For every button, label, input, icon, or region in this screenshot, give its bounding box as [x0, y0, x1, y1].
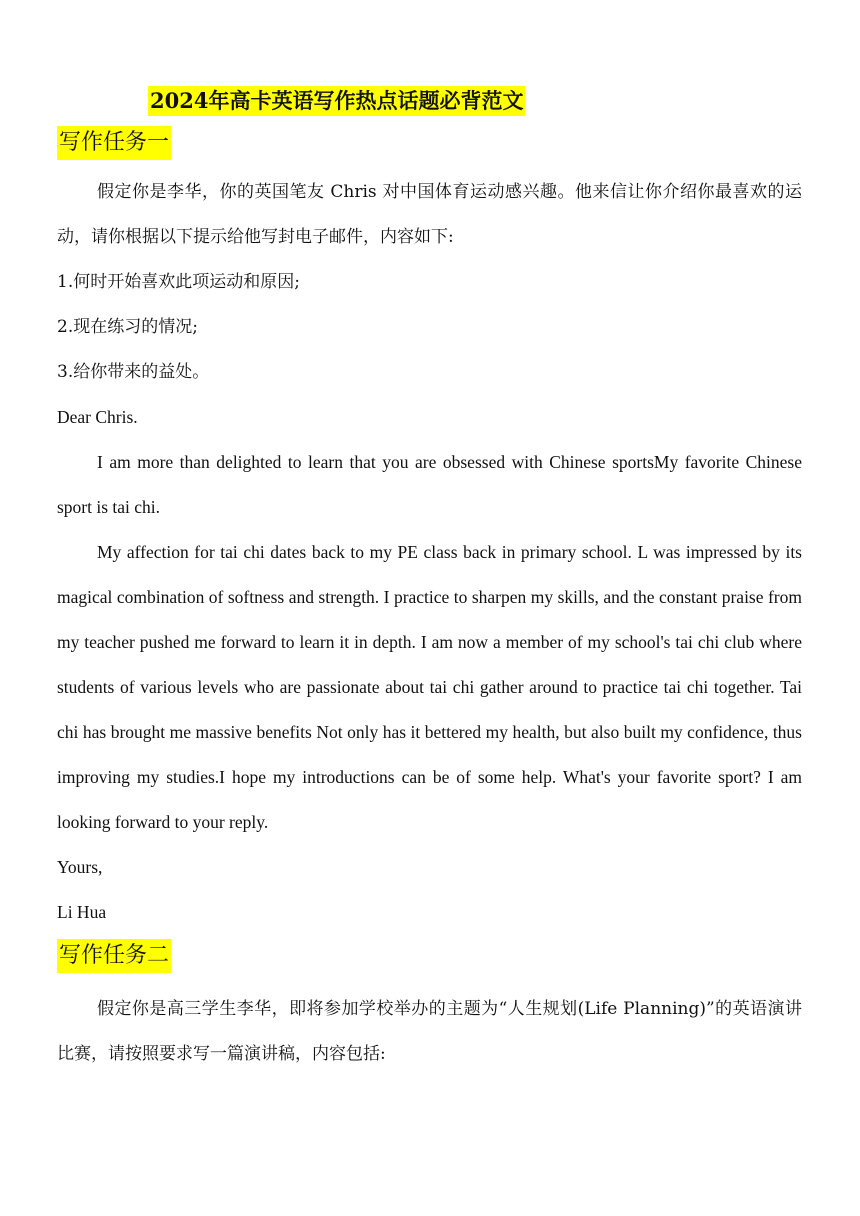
document-page	[57, 70, 802, 1077]
task2-prompt: 假定你是高三学生李华，即将参加学校举办的主题为“人生规划(Life Planning)”的英语演讲比赛，请按照要求写一篇演讲稿，内容包括:	[57, 999, 802, 1064]
document-title: 2024年高卡英语写作热点话题必背范文	[148, 86, 525, 116]
letter-paragraph-1: I am more than delighted to learn that you are obsessed with Chinese sportsMy favorite Chinese sport is tai chi.	[57, 452, 802, 517]
task1-prompt: 假定你是李华，你的英国笔友 Chris 对中国体育运动感兴趣。他来信让你介绍你最喜欢的运动，请你根据以下提示给他写封电子邮件，内容如下:	[57, 182, 802, 247]
task1-heading: 写作任务一	[57, 126, 171, 160]
task1-heading-row	[57, 126, 802, 170]
letter-signature: Li Hua	[57, 902, 107, 922]
title-row	[57, 0, 802, 126]
task1-point-1: 1.何时开始喜欢此项运动和原因;	[57, 272, 300, 292]
task1-point-3: 3.给你带来的益处。	[57, 362, 210, 382]
task1-point-2: 2.现在练习的情况;	[57, 317, 198, 337]
task2-heading: 写作任务二	[57, 939, 171, 973]
letter-greeting: Dear Chris.	[57, 407, 138, 427]
letter-closing: Yours,	[57, 857, 103, 877]
task2-heading-row	[57, 935, 802, 987]
letter-paragraph-2: My affection for tai chi dates back to my PE class back in primary school. L was impressed by its magical combination of softness and strength. I practice to sharpen my skills, and the constant praise from my teacher pushed me forward to learn it in depth. I am now a member of my school's tai chi club where students of various levels who are passionate about tai chi gather around to practice tai chi together. Tai chi has brought me massive benefits Not only has it bettered my health, but also built my confidence, thus improving my studies.I hope my introductions can be of some help. What's your favorite sport? I am looking forward to your reply.	[57, 542, 802, 832]
